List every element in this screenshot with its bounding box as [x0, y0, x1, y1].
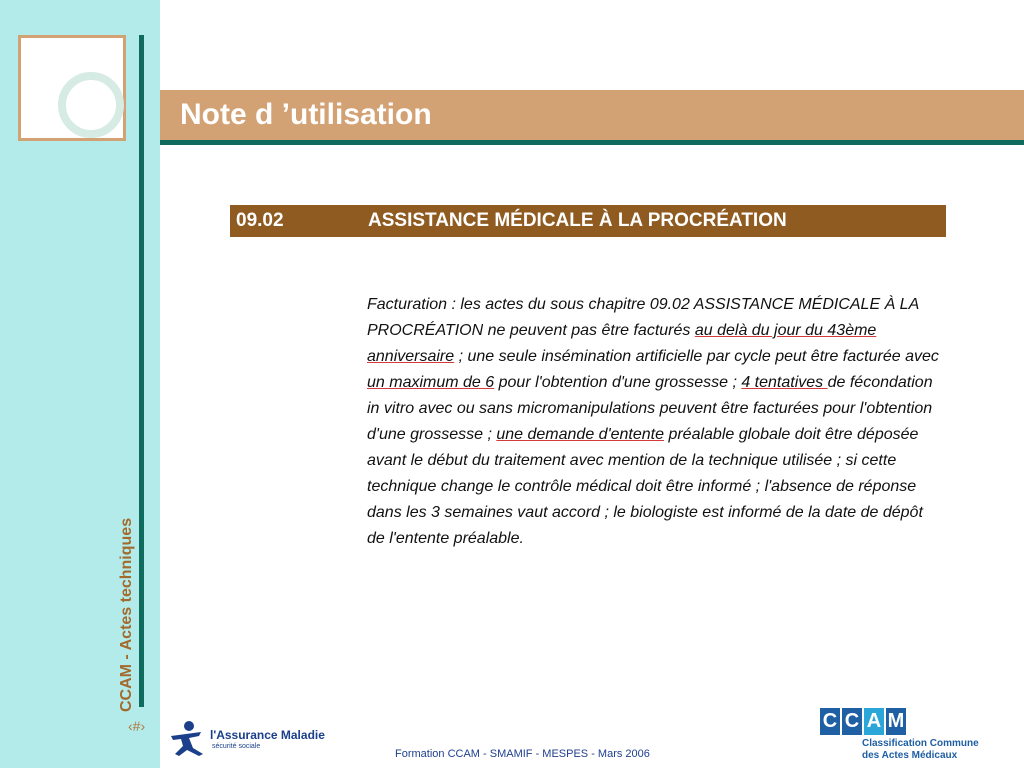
assurance-maladie-subtitle: sécurité sociale [212, 743, 261, 750]
highlighted-phrase: 4 tentatives [741, 374, 828, 391]
ccam-letter: C [842, 708, 862, 735]
footer-text: Formation CCAM - SMAMIF - MESPES - Mars 2006 [395, 748, 650, 760]
usage-note-text [367, 292, 941, 552]
text-segment: de fécondation in vitro avec ou sans micromanipulations peuvent être facturées pour l'obtention d'une grossesse ; [367, 374, 933, 443]
ccam-letter: M [886, 708, 906, 735]
chapter-code: 09.02 [236, 210, 284, 231]
sidebar-label: CCAM - Actes techniques [118, 517, 135, 712]
chapter-title: ASSISTANCE MÉDICALE À LA PROCRÉATION [368, 210, 787, 231]
highlighted-phrase: une demande d'entente [496, 426, 664, 443]
text-segment: préalable globale doit être déposée avant le début du traitement avec mention de la technique utilisée ; si cette technique change le contrôle médical doit être informé ; l'absence de réponse dans les 3 semaines vaut accord ; le biologiste est informé de la date de dépôt de l'entente préalable. [367, 426, 923, 547]
chapter-header [230, 205, 946, 237]
highlighted-phrase: un maximum de 6 [367, 374, 495, 391]
page-number: ‹#› [128, 718, 146, 734]
title-bar [160, 90, 1024, 140]
title-rule [160, 140, 1024, 145]
page-title: Note d ’utilisation [180, 98, 432, 131]
ccam-letter: C [820, 708, 840, 735]
assurance-maladie-title: l'Assurance Maladie [210, 728, 325, 742]
assurance-maladie-logo [163, 718, 333, 758]
ccam-subtitle-line2: des Actes Médicaux [862, 750, 958, 761]
decorative-circle [58, 72, 124, 138]
assurance-maladie-figure-icon [163, 718, 209, 758]
ccam-logo [820, 708, 990, 763]
ccam-subtitle-line1: Classification Commune [862, 738, 979, 749]
ccam-letter: A [864, 708, 884, 735]
highlighted-phrase: au delà du jour du 43ème anniversaire [367, 322, 877, 365]
text-segment: pour l'obtention d'une grossesse ; [494, 374, 742, 391]
text-segment: ; une seule insémination artificielle par cycle peut être facturée avec [454, 348, 939, 365]
text-segment: Facturation : les actes du sous chapitre 09.02 ASSISTANCE MÉDICALE À LA PROCRÉATION ne peuvent pas être facturés [367, 296, 919, 339]
vertical-rule [139, 35, 144, 707]
